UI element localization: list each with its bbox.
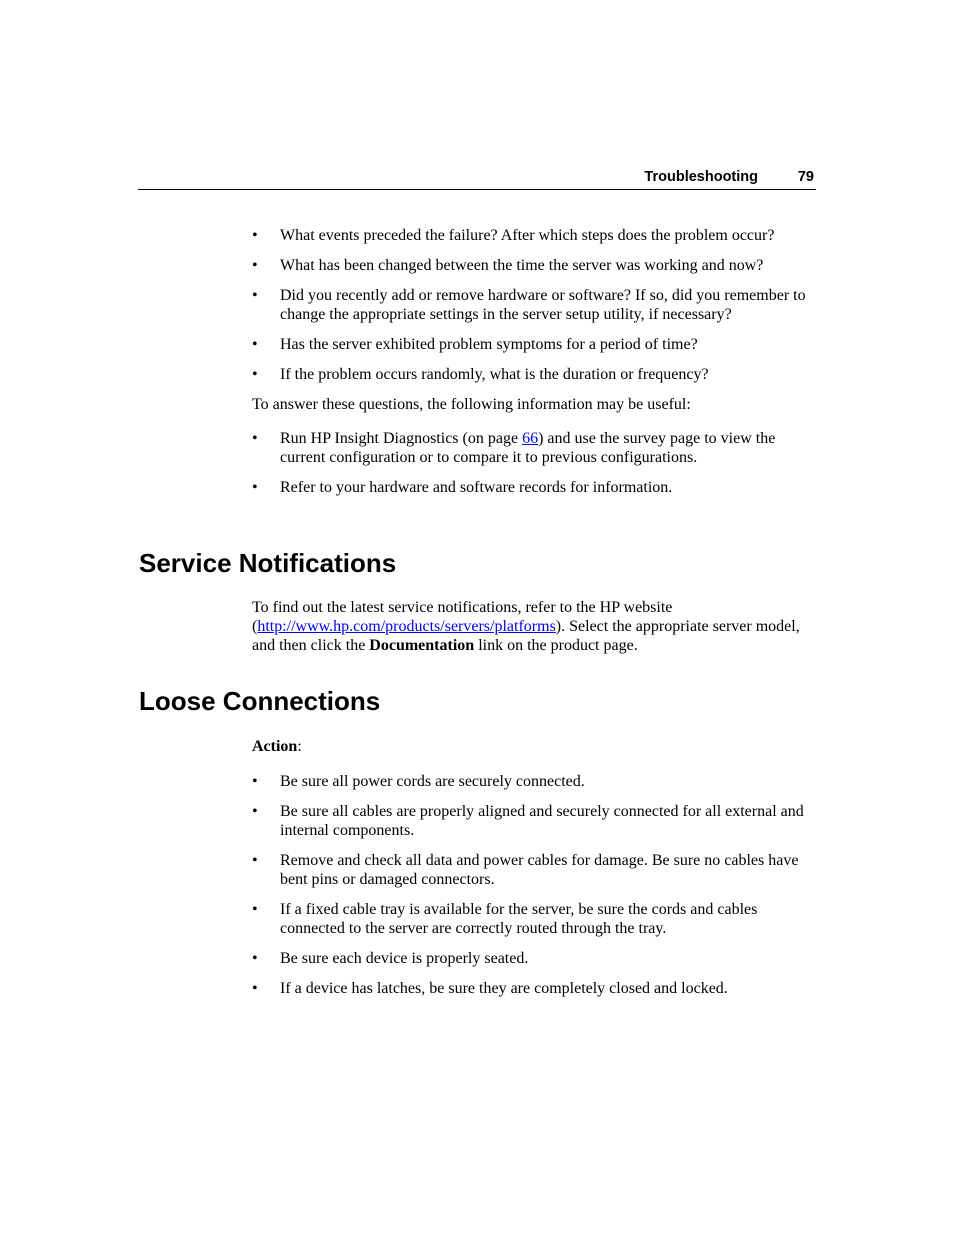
header-section-title: Troubleshooting — [644, 169, 758, 185]
bullet-icon: • — [252, 227, 258, 244]
list-item: • What has been changed between the time the server was working and now? — [252, 257, 764, 274]
questions-list — [252, 226, 818, 384]
bullet-icon: • — [252, 257, 258, 274]
bullet-icon: • — [252, 852, 258, 869]
list-item: • Be sure all power cords are securely connected. — [252, 773, 585, 790]
list-item: • Remove and check all data and power cables for damage. Be sure no cables have bent pins or damaged connectors. — [252, 852, 799, 888]
actions-list — [252, 772, 818, 998]
loose-connections-block — [252, 737, 818, 1009]
useful-intro: To answer these questions, the following information may be useful: — [252, 396, 691, 413]
hp-platforms-link[interactable]: http://www.hp.com/products/servers/platforms — [257, 618, 556, 635]
list-item: • If a device has latches, be sure they are completely closed and locked. — [252, 980, 728, 997]
list-item: • If the problem occurs randomly, what is the duration or frequency? — [252, 366, 709, 383]
list-item: • What events preceded the failure? After which steps does the problem occur? — [252, 227, 775, 244]
bullet-icon: • — [252, 773, 258, 790]
list-item: • If a fixed cable tray is available for the server, be sure the cords and cables connected to the server are correctly routed through the tray. — [252, 901, 758, 937]
useful-list — [252, 429, 818, 497]
loose-connections-heading: Loose Connections — [139, 686, 381, 716]
page-66-link[interactable]: 66 — [522, 430, 539, 447]
list-item: • Run HP Insight Diagnostics (on page 66) and use the survey page to view the current configuration or to compare it to previous configurations. — [252, 430, 776, 466]
list-item: • Did you recently add or remove hardware or software? If so, did you remember to change the appropriate settings in the server setup utility, if necessary? — [252, 287, 806, 323]
service-notifications-block — [252, 598, 818, 655]
list-item: • Has the server exhibited problem symptoms for a period of time? — [252, 336, 698, 353]
list-item: • Refer to your hardware and software records for information. — [252, 479, 673, 496]
bullet-icon: • — [252, 336, 258, 353]
bullet-icon: • — [252, 479, 258, 496]
page-header — [138, 168, 816, 190]
bullet-icon: • — [252, 803, 258, 820]
bullet-icon: • — [252, 430, 258, 447]
list-item: • Be sure each device is properly seated. — [252, 950, 529, 967]
service-paragraph: To find out the latest service notifications, refer to the HP website (http://www.hp.com/products/servers/platforms). Select the appropriate server model, and then click the Documentation link on the product page. — [252, 599, 800, 654]
service-notifications-heading: Service Notifications — [139, 548, 397, 578]
bullet-icon: • — [252, 950, 258, 967]
bullet-icon: • — [252, 901, 258, 918]
action-label: Action: — [252, 738, 302, 755]
bullet-icon: • — [252, 980, 258, 997]
page-number: 79 — [797, 169, 814, 185]
bullet-icon: • — [252, 366, 258, 383]
bullet-icon: • — [252, 287, 258, 304]
questions-block — [252, 226, 818, 508]
list-item: • Be sure all cables are properly aligned and securely connected for all external and internal components. — [252, 803, 804, 839]
